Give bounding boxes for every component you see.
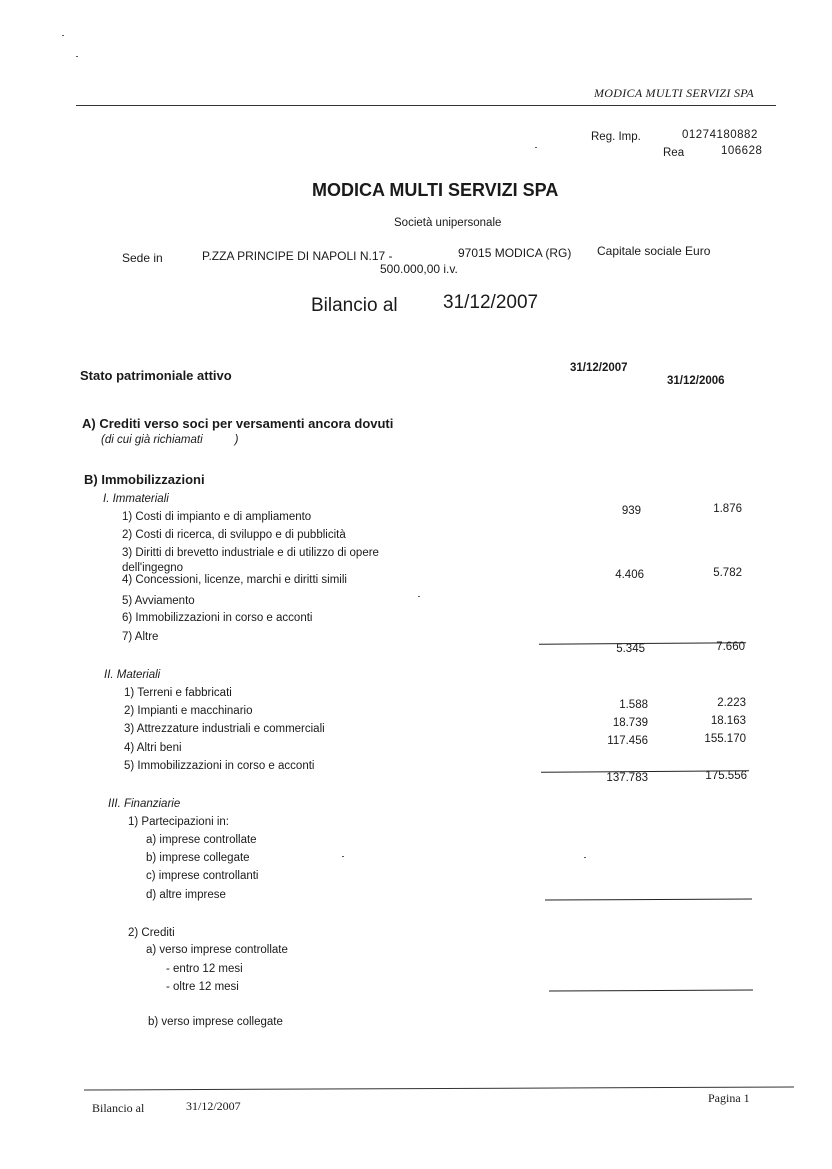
section-a-heading: A) Crediti verso soci per versamenti ancora dovuti <box>82 416 394 431</box>
immateriali-heading: I. Immateriali <box>103 493 169 505</box>
immateriali-total-2006: 7.660 <box>716 641 745 653</box>
balance-label: Bilancio al <box>311 295 398 316</box>
crediti-a-oltre: - oltre 12 mesi <box>166 981 239 993</box>
materiali-total-2006: 175.556 <box>705 770 747 782</box>
immateriali-r4-2007: 4.406 <box>615 569 644 581</box>
materiali-item-5: 5) Immobilizzazioni in corso e acconti <box>124 760 315 772</box>
materiali-r4-2007: 117.456 <box>607 735 648 747</box>
seat-label: Sede in <box>122 251 163 265</box>
scan-speck <box>62 35 64 36</box>
immateriali-item-6: 6) Immobilizzazioni in corso e acconti <box>122 612 313 624</box>
finanziarie-heading: III. Finanziarie <box>108 798 181 810</box>
materiali-total-2007: 137.783 <box>606 772 648 784</box>
company-title: MODICA MULTI SERVIZI SPA <box>312 180 559 200</box>
section-b-heading: B) Immobilizzazioni <box>84 472 205 487</box>
reg-imp-label: Reg. Imp. <box>591 131 641 143</box>
materiali-item-3: 3) Attrezzature industriali e commerciali <box>124 723 325 735</box>
crediti-b-label: b) verso imprese collegate <box>148 1016 283 1028</box>
immateriali-total-2007: 5.345 <box>616 643 645 655</box>
materiali-item-4: 4) Altri beni <box>124 742 182 754</box>
capital-label: Capitale sociale Euro <box>597 244 711 258</box>
materiali-r2-2006: 2.223 <box>717 697 746 709</box>
partecipazioni-label: 1) Partecipazioni in: <box>128 816 229 828</box>
capital-value: 500.000,00 i.v. <box>380 262 458 276</box>
col-2006-header: 31/12/2006 <box>667 375 725 387</box>
partecipazioni-item-a: a) imprese controllate <box>146 834 257 846</box>
immateriali-item-1: 1) Costi di impianto e di ampliamento <box>122 511 312 523</box>
section-a-note: (di cui già richiamati ) <box>101 434 239 446</box>
seat-city: 97015 MODICA (RG) <box>458 246 572 260</box>
crediti-label: 2) Crediti <box>128 927 175 939</box>
scan-speck <box>584 857 586 858</box>
materiali-r4-2006: 155.170 <box>704 733 746 745</box>
materiali-item-2: 2) Impianti e macchinario <box>124 705 253 717</box>
materiali-r3-2006: 18.163 <box>710 715 746 727</box>
balance-date: 31/12/2007 <box>443 292 539 313</box>
header-company-name: MODICA MULTI SERVIZI SPA <box>594 86 754 100</box>
crediti-a-total-rule <box>549 989 753 991</box>
col-2007-header: 31/12/2007 <box>570 362 628 374</box>
partecipazioni-item-b: b) imprese collegate <box>146 852 250 864</box>
reg-imp-value: 01274180882 <box>682 129 758 141</box>
immateriali-item-2: 2) Costi di ricerca, di sviluppo e di pubblicità <box>122 529 346 541</box>
crediti-a-label: a) verso imprese controllate <box>146 944 288 956</box>
scan-speck <box>76 56 78 57</box>
crediti-a-entro: - entro 12 mesi <box>166 963 243 975</box>
immateriali-item-3-cont: dell'ingegno <box>122 562 184 574</box>
materiali-r3-2007: 18.739 <box>612 717 648 729</box>
immateriali-item-4: 4) Concessioni, licenze, marchi e diritti simili <box>122 574 347 586</box>
header-rule <box>76 105 776 106</box>
scan-speck <box>535 147 537 148</box>
rea-label: Rea <box>663 147 685 159</box>
footer-date: 31/12/2007 <box>186 1099 241 1113</box>
immateriali-r4-2006: 5.782 <box>713 567 742 579</box>
immateriali-r1-2007: 939 <box>621 505 641 517</box>
company-type: Società unipersonale <box>394 217 502 229</box>
immateriali-item-3: 3) Diritti di brevetto industriale e di utilizzo di opere <box>122 547 379 559</box>
footer-label: Bilancio al <box>92 1101 145 1115</box>
partecipazioni-item-c: c) imprese controllanti <box>146 870 259 882</box>
partecipazioni-item-d: d) altre imprese <box>146 889 226 901</box>
immateriali-item-5: 5) Avviamento <box>122 595 195 607</box>
seat-address: P.ZZA PRINCIPE DI NAPOLI N.17 - <box>202 249 393 263</box>
footer-page: Pagina 1 <box>708 1091 750 1105</box>
materiali-item-1: 1) Terreni e fabbricati <box>124 687 232 699</box>
materiali-heading: II. Materiali <box>104 669 161 681</box>
scan-speck <box>418 596 420 597</box>
materiali-r2-2007: 1.588 <box>619 699 648 711</box>
footer-rule <box>84 1086 794 1090</box>
table-title: Stato patrimoniale attivo <box>80 368 232 383</box>
immateriali-r1-2006: 1.876 <box>713 503 742 515</box>
immateriali-item-7: 7) Altre <box>122 631 159 643</box>
scan-speck <box>342 856 344 857</box>
rea-value: 106628 <box>721 145 763 157</box>
partecipazioni-total-rule <box>545 898 752 900</box>
